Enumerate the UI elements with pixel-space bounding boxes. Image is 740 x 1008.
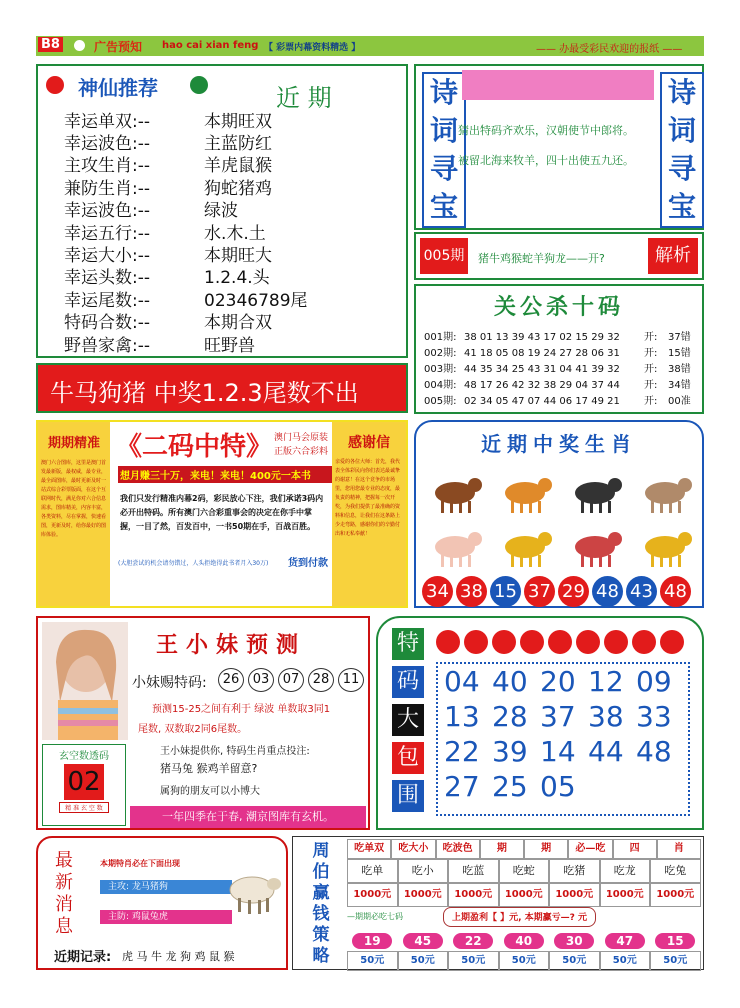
shenxian-list <box>64 108 404 354</box>
ad-side-1: 澳门马会原装 <box>274 433 329 443</box>
shenxian-value: 水.木.土 <box>204 223 266 244</box>
zhoubo-note-2: 上期盈利【 】元, 本期赢亏—? 元 <box>443 907 596 927</box>
zhoubo-r2-cell: 1000元 <box>448 883 499 907</box>
red-dot-icon <box>576 630 600 654</box>
tema-number: 38 <box>588 700 624 733</box>
zhoubo-r3 <box>347 927 701 951</box>
gg-numbers: 44 35 34 25 43 31 04 41 39 32 <box>464 364 620 375</box>
red-dot-icon <box>660 630 684 654</box>
zodiac-ball: 15 <box>490 576 521 607</box>
zhoubo-r1-cell: 吃猪 <box>549 859 600 883</box>
shenxian-key: 幸运波色:-- <box>64 134 150 155</box>
zhoubo-panel <box>292 836 704 970</box>
zhoubo-ball: 40 <box>504 933 544 949</box>
gg-numbers: 38 01 13 39 43 17 02 15 29 32 <box>464 332 620 343</box>
ad-left-col <box>38 422 110 606</box>
gg-numbers: 48 17 26 42 32 38 29 04 37 44 <box>464 380 620 391</box>
guangong-row <box>424 330 700 346</box>
gg-result: 34错 <box>668 380 691 391</box>
xuan-number: 02 <box>64 764 104 800</box>
tema-number: 37 <box>540 700 576 733</box>
news-panel <box>36 836 288 970</box>
shenxian-value: 本期旺大 <box>204 246 272 267</box>
poem-panel <box>414 64 704 230</box>
zhoubo-r3-cell <box>549 930 600 949</box>
zhoubo-r1-cell: 吃兔 <box>650 859 701 883</box>
header-slogan: —— 办最受彩民欢迎的报纸 —— <box>536 44 683 55</box>
ad-panel <box>36 420 408 608</box>
zhoubo-ball: 45 <box>403 933 443 949</box>
red-dot-icon <box>464 630 488 654</box>
tema-dots <box>436 630 684 654</box>
zhoubo-r4-cell: 50元 <box>549 951 600 971</box>
ad-earn: 想月赚三十万，来电！来电！400元一本书 <box>118 466 332 483</box>
header-title: 广告预知 <box>94 40 143 54</box>
gg-open: 开: <box>644 380 658 391</box>
shenxian-key: 幸运单双:-- <box>64 111 150 132</box>
shenxian-value: 本期旺双 <box>204 111 272 132</box>
wang-line-1: 王小妹提供你, 特码生肖重点投注: <box>160 746 310 757</box>
zhoubo-header-cell: 吃单双 <box>347 839 391 859</box>
shenxian-row <box>64 220 404 242</box>
zhoubo-r3-cell <box>650 930 701 949</box>
tema-number: 48 <box>636 735 672 768</box>
wang-code: 28 <box>308 668 334 692</box>
poem-left-column <box>422 72 466 228</box>
zodiac-ball: 34 <box>422 576 453 607</box>
tema-row <box>438 734 688 769</box>
news-main: 主攻: 龙马猪狗 <box>100 880 232 894</box>
ox-icon <box>560 466 630 520</box>
tema-label: 包 <box>392 742 424 774</box>
zodiac-grid <box>420 466 700 574</box>
xuan-box <box>42 744 126 826</box>
zhoubo-r4-cell: 50元 <box>499 951 550 971</box>
header-dot-icon <box>74 40 85 51</box>
zhoubo-note-1: —期期必吃七码 <box>347 912 403 921</box>
news-title-char: 息 <box>55 916 73 937</box>
shenxian-row <box>64 242 404 267</box>
news-fang: 主防: 鸡鼠兔虎 <box>100 910 232 924</box>
guangong-row <box>424 394 700 410</box>
shenxian-value: 02346789尾 <box>204 290 308 311</box>
gg-period: 003期: <box>424 364 457 375</box>
gg-numbers: 02 34 05 47 07 44 06 17 49 21 <box>464 396 620 407</box>
horse-icon <box>420 466 490 520</box>
tema-number: 22 <box>444 735 480 768</box>
wang-bottom-banner: 一年四季在于春, 潮京图库有玄机。 <box>130 806 366 828</box>
tema-number <box>588 769 636 804</box>
zhoubo-note-row <box>347 907 701 927</box>
tema-row <box>438 769 688 804</box>
gg-numbers: 41 18 05 08 19 24 27 28 06 31 <box>464 348 620 359</box>
period-hint: 猪牛鸡猴蛇羊狗龙——开? <box>478 252 605 265</box>
shenxian-title: 神仙推荐 <box>78 76 158 100</box>
xuan-seal: 精 准 玄 空 数 <box>59 802 109 813</box>
zhoubo-r2-cell: 1000元 <box>650 883 701 907</box>
sheep-icon <box>224 862 284 918</box>
news-recent: 虎 马 牛 龙 狗 鸡 鼠 猴 <box>122 950 235 963</box>
zhoubo-ball: 19 <box>352 933 392 949</box>
zhoubo-ball: 15 <box>655 933 695 949</box>
tema-number: 13 <box>444 700 480 733</box>
tema-number: 14 <box>540 735 576 768</box>
shenxian-key: 兼防生肖:-- <box>64 178 150 199</box>
zhoubo-header-cell: 吃波色 <box>436 839 480 859</box>
zhoubo-r1-cell: 吃蓝 <box>448 859 499 883</box>
zodiac-ball: 37 <box>524 576 555 607</box>
news-recent-label: 近期记录: <box>54 950 112 965</box>
gg-result: 00准 <box>668 396 691 407</box>
shenxian-value: 狗蛇猪鸡 <box>204 178 272 199</box>
zhoubo-title-char: 周 <box>312 841 330 861</box>
tema-number-grid <box>436 662 690 816</box>
shenxian-row <box>64 287 404 309</box>
zhoubo-r3-cell <box>347 930 398 949</box>
gg-result: 37错 <box>668 332 691 343</box>
poem-char: 词 <box>667 114 696 147</box>
zhoubo-title-char: 赢 <box>312 883 330 903</box>
zhoubo-r1-cell: 吃蛇 <box>499 859 550 883</box>
shenxian-key: 特码合数:-- <box>64 313 150 334</box>
tema-label: 围 <box>392 780 424 812</box>
red-dot-icon <box>436 630 460 654</box>
zhoubo-ball: 47 <box>605 933 645 949</box>
tema-number: 25 <box>492 770 528 803</box>
news-title-char: 最 <box>55 850 73 871</box>
red-dot-icon <box>604 630 628 654</box>
news-title <box>52 850 76 938</box>
wang-code: 03 <box>248 668 274 692</box>
guangong-row <box>424 362 700 378</box>
green-dot-icon <box>190 76 208 94</box>
dragon-icon <box>490 520 560 574</box>
red-dot-icon <box>46 76 64 94</box>
tema-number: 04 <box>444 665 480 698</box>
ad-body: 我们只发行精准内幕2码，彩民放心下注，我们承诺3码内必开出特码。所有澳门六合彩重事会的决定在你手中掌握，一目了然，百发百中，一书50期在手，百战百胜。 <box>120 494 324 531</box>
wang-code: 11 <box>338 668 364 692</box>
gg-open: 开: <box>644 348 658 359</box>
guangong-panel <box>414 284 704 414</box>
news-title-char: 新 <box>55 872 73 893</box>
shenxian-key: 幸运波色:-- <box>64 201 150 222</box>
issue-badge: B8 <box>38 37 63 52</box>
dragon-icon <box>630 520 700 574</box>
ad-left-text: 澳门六合图库，这里是澳门首发最新版，最权威，最专业，最全面图库，最时更新及时一站式综合彩票版面，在这个互联网时代，满足你对六合信息需求，图库精美，内容丰富，各类资料，尽在掌握，快速看图，更新及时，给你最好的图库体验。 <box>41 460 107 538</box>
zhoubo-ball: 30 <box>554 933 594 949</box>
pig-icon <box>420 520 490 574</box>
zhoubo-title-char: 策 <box>312 925 330 945</box>
tema-label: 特 <box>392 628 424 660</box>
gg-period: 002期: <box>424 348 457 359</box>
zhoubo-r2-cell: 1000元 <box>347 883 398 907</box>
zhoubo-r4 <box>347 951 701 971</box>
xuan-label: 玄空数透码 <box>59 751 109 762</box>
ad-cash: 货到付款 <box>288 558 328 569</box>
top-header-bar <box>36 36 704 56</box>
wang-code: 26 <box>218 668 244 692</box>
red-dot-icon <box>548 630 572 654</box>
tema-number: 05 <box>540 770 576 803</box>
zhoubo-r2 <box>347 883 701 907</box>
zhoubo-r3-cell <box>499 930 550 949</box>
shenxian-row <box>64 198 404 220</box>
ad-left-title: 期期精准 <box>47 436 100 451</box>
gg-period: 001期: <box>424 332 457 343</box>
shenxian-banner <box>36 363 408 413</box>
tema-panel <box>376 616 704 830</box>
zodiac-ball: 48 <box>592 576 623 607</box>
poem-pink-box <box>462 70 654 100</box>
shenxian-row <box>64 265 404 287</box>
zhoubo-header-cell: 期 <box>524 839 568 859</box>
zhoubo-title <box>307 841 335 967</box>
zhoubo-header-cell: 吃大小 <box>391 839 435 859</box>
tema-number: 28 <box>492 700 528 733</box>
poem-char: 诗 <box>667 76 696 109</box>
shenxian-value: 旺野兽 <box>204 335 255 356</box>
shenxian-panel <box>36 64 408 358</box>
wang-line-2: 猪马兔 猴鸡羊留意? <box>160 762 258 775</box>
period-panel <box>414 232 704 280</box>
poem-line-1: 猜出特码齐欢乐，汉朝使节中郎将。 <box>458 124 634 137</box>
shenxian-row <box>64 153 404 175</box>
zhoubo-r4-cell: 50元 <box>347 951 398 971</box>
zhoubo-r1-cell: 吃小 <box>398 859 449 883</box>
tema-number: 20 <box>540 665 576 698</box>
shenxian-key: 幸运头数:-- <box>64 268 150 289</box>
zhoubo-header-cell: 四 <box>613 839 657 859</box>
period-badge: 005期 <box>420 238 468 274</box>
guangong-row <box>424 346 700 362</box>
poem-char: 宝 <box>667 190 696 223</box>
gg-open: 开: <box>644 364 658 375</box>
gg-period: 005期: <box>424 396 457 407</box>
zhoubo-r3-cell <box>448 930 499 949</box>
wang-codes <box>218 668 364 692</box>
header-bracket: 【 彩票内幕资料精选 】 <box>264 43 361 53</box>
tema-number: 44 <box>588 735 624 768</box>
shenxian-key: 幸运大小:-- <box>64 246 150 267</box>
poem-right-column <box>660 72 704 228</box>
zhoubo-ball: 22 <box>453 933 493 949</box>
tema-number: 33 <box>636 700 672 733</box>
wang-pred-1: 预测15-25之间有利于 绿波 单数取3同1 <box>152 704 331 715</box>
red-dot-icon <box>520 630 544 654</box>
tiger-icon <box>490 466 560 520</box>
zhoubo-r1-cell: 吃单 <box>347 859 398 883</box>
wang-panel <box>36 616 370 830</box>
zhoubo-table <box>347 839 701 971</box>
shenxian-value: 本期合双 <box>204 313 272 334</box>
red-dot-icon <box>492 630 516 654</box>
recent-label: 近 期 <box>276 84 332 112</box>
gg-result: 38错 <box>668 364 691 375</box>
zhoubo-r3-cell <box>600 930 651 949</box>
zhoubo-header-cell: 期 <box>480 839 524 859</box>
poem-char: 寻 <box>429 152 458 185</box>
zodiac-ball: 38 <box>456 576 487 607</box>
news-head: 本期特肖必在下面出现 <box>100 859 180 868</box>
wang-line-3: 属狗的朋友可以小博大 <box>160 786 260 797</box>
wang-code: 07 <box>278 668 304 692</box>
shenxian-row <box>64 332 404 354</box>
zhoubo-r4-cell: 50元 <box>398 951 449 971</box>
zodiac-ball: 43 <box>626 576 657 607</box>
zhoubo-title-char: 伯 <box>312 862 330 882</box>
zhoubo-header-cell: 肖 <box>657 839 701 859</box>
banner-text: 牛马狗猪 中奖1.2.3尾数不出 <box>50 379 359 407</box>
news-title-char: 消 <box>55 894 73 915</box>
tema-number: 12 <box>588 665 624 698</box>
shenxian-value: 主蓝防红 <box>204 134 272 155</box>
zodiac-title: 近期中奖生肖 <box>481 432 637 456</box>
zhoubo-r1-cell: 吃龙 <box>600 859 651 883</box>
tema-number: 40 <box>492 665 528 698</box>
poem-char: 寻 <box>667 152 696 185</box>
poem-char: 宝 <box>429 190 458 223</box>
shenxian-key: 主攻生肖:-- <box>64 156 150 177</box>
guangong-row <box>424 378 700 394</box>
zhoubo-r4-cell: 50元 <box>448 951 499 971</box>
wang-gift-label: 小妹赐特码: <box>132 675 207 691</box>
zhoubo-r1 <box>347 859 701 883</box>
tema-number: 09 <box>636 665 672 698</box>
wang-pred-2: 尾数, 双数取2同6尾数。 <box>138 724 248 735</box>
poem-char: 诗 <box>429 76 458 109</box>
zhoubo-title-char: 略 <box>312 946 330 966</box>
analysis-button[interactable]: 解析 <box>648 238 698 274</box>
zodiac-panel <box>414 420 704 608</box>
ad-right-text: 亲爱的各位大师：首先，我代表全体彩民向你们表达最诚挚的谢意！在这个竞争的市场里，您用您最专业的态度，最负责的精神，把握每一次开奖，为我们提供了最准确的资料和信息，让我们在这条路上少走弯路，感谢你们的辛勤付出和无私奉献！ <box>335 459 401 537</box>
poem-line-2: 被留北海来牧羊，四十出使五九还。 <box>458 154 634 167</box>
tema-labels <box>392 628 424 818</box>
tema-row <box>438 699 688 734</box>
shenxian-row <box>64 108 404 130</box>
zhoubo-r2-cell: 1000元 <box>398 883 449 907</box>
tema-number: 27 <box>444 770 480 803</box>
guangong-title: 关公杀十码 <box>493 295 624 320</box>
zodiac-ball: 48 <box>660 576 691 607</box>
zhoubo-r4-cell: 50元 <box>600 951 651 971</box>
shenxian-row <box>64 175 404 197</box>
zhoubo-title-char: 钱 <box>312 904 330 924</box>
gg-period: 004期: <box>424 380 457 391</box>
ad-right-col <box>332 422 406 606</box>
zhoubo-header <box>347 839 701 859</box>
gg-open: 开: <box>644 332 658 343</box>
shenxian-key: 幸运五行:-- <box>64 223 150 244</box>
zhoubo-r2-cell: 1000元 <box>549 883 600 907</box>
shenxian-value: 绿波 <box>204 201 238 222</box>
tema-number <box>636 769 684 804</box>
rabbit-icon <box>630 466 700 520</box>
gg-open: 开: <box>644 396 658 407</box>
ad-main-title: 《二码中特》 <box>116 432 273 462</box>
model-photo-icon <box>42 622 128 740</box>
tema-label: 大 <box>392 704 424 736</box>
tema-number: 39 <box>492 735 528 768</box>
red-dot-icon <box>632 630 656 654</box>
zhoubo-r4-cell: 50元 <box>650 951 701 971</box>
tema-row <box>438 664 688 699</box>
model-avatar <box>42 622 128 740</box>
header-pinyin: hao cai xian feng <box>162 40 259 51</box>
zhoubo-header-cell: 必—吃 <box>568 839 612 859</box>
gg-result: 15错 <box>668 348 691 359</box>
shenxian-value: 1.2.4.头 <box>204 268 270 289</box>
shenxian-key: 幸运尾数:-- <box>64 290 150 311</box>
shenxian-key: 野兽家禽:-- <box>64 335 150 356</box>
zhoubo-r3-cell <box>398 930 449 949</box>
ad-side-2: 正版六合彩料 <box>274 447 329 457</box>
poem-char: 词 <box>429 114 458 147</box>
shenxian-value: 羊虎鼠猴 <box>204 156 272 177</box>
wang-title: 王小妹预测 <box>156 633 307 658</box>
zodiac-balls <box>422 576 702 607</box>
zodiac-ball: 29 <box>558 576 589 607</box>
ad-right-title: 感谢信 <box>348 435 390 451</box>
shenxian-row <box>64 130 404 155</box>
rooster-icon <box>560 520 630 574</box>
guangong-table <box>424 330 700 410</box>
ad-footer: (大胆尝试的机会请勿错过，人头拒绝得此书者月入30万) <box>118 560 269 567</box>
tema-label: 码 <box>392 666 424 698</box>
shenxian-row <box>64 310 404 332</box>
zhoubo-r2-cell: 1000元 <box>600 883 651 907</box>
zhoubo-r2-cell: 1000元 <box>499 883 550 907</box>
